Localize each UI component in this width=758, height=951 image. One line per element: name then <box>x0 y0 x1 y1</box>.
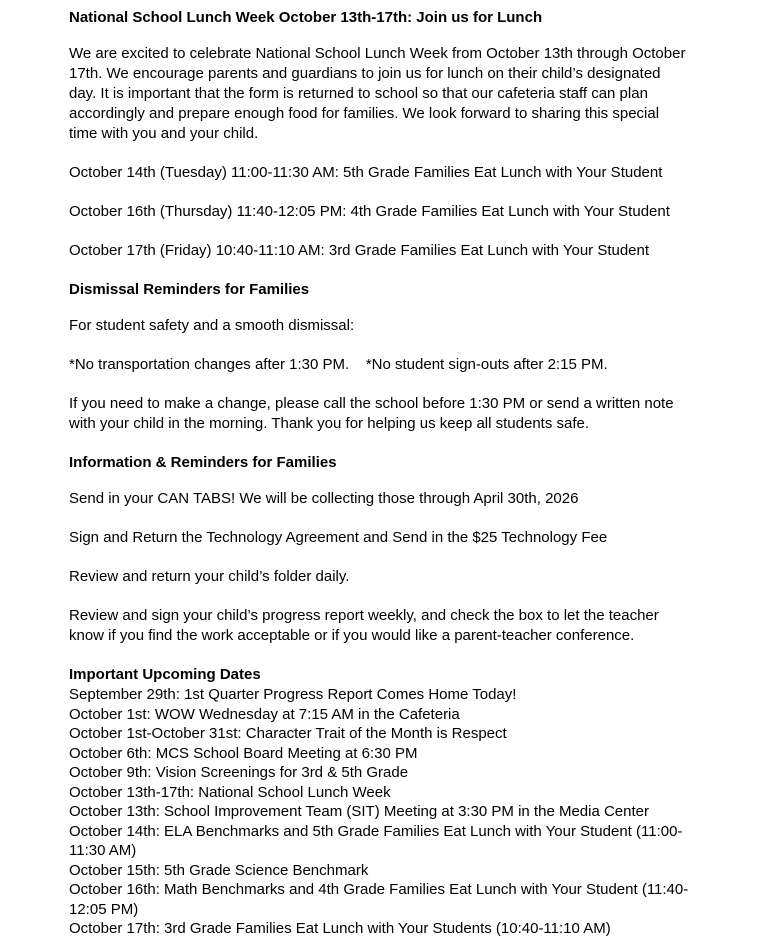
upcoming-date-item: October 1st: WOW Wednesday at 7:15 AM in the Cafeteria <box>69 705 460 723</box>
upcoming-date-item: October 16th: Math Benchmarks and 4th Grade Families Eat Lunch with Your Student (11:40-12:05 PM) <box>69 881 689 918</box>
upcoming-date-item: October 9th: Vision Screenings for 3rd & 5th Grade <box>69 764 409 781</box>
lunch-schedule-line: October 16th (Thursday) 11:40-12:05 PM: 4th Grade Families Eat Lunch with Your Student <box>69 203 670 220</box>
upcoming-dates-list <box>69 685 690 939</box>
lunch-week-heading: National School Lunch Week October 13th-17th: Join us for Lunch <box>69 9 543 26</box>
dismissal-line: If you need to make a change, please call the school before 1:30 PM or send a written note with your child in the morning. Thank you for helping us keep all students safe. <box>69 395 674 432</box>
upcoming-date-item: October 1st-October 31st: Character Trait of the Month is Respect <box>69 725 507 742</box>
upcoming-date-item: September 29th: 1st Quarter Progress Report Comes Home Today! <box>69 686 517 703</box>
upcoming-date-item: October 13th: School Improvement Team (SIT) Meeting at 3:30 PM in the Media Center <box>69 803 649 820</box>
upcoming-date-item: October 14th: ELA Benchmarks and 5th Grade Families Eat Lunch with Your Student (11:00-11:30 AM) <box>69 822 683 859</box>
upcoming-date-item: October 6th: MCS School Board Meeting at 6:30 PM <box>69 744 418 762</box>
dismissal-heading: Dismissal Reminders for Families <box>69 281 310 298</box>
upcoming-date-item: October 17th: 3rd Grade Families Eat Lunch with Your Students (10:40-11:10 AM) <box>69 920 611 937</box>
info-heading: Information & Reminders for Families <box>69 454 337 471</box>
upcoming-date-item: October 13th-17th: National School Lunch Week <box>69 783 391 801</box>
info-line: Send in your CAN TABS! We will be collecting those through April 30th, 2026 <box>69 490 579 507</box>
lunch-schedule-line: October 14th (Tuesday) 11:00-11:30 AM: 5th Grade Families Eat Lunch with Your Student <box>69 164 663 181</box>
dismissal-line: *No transportation changes after 1:30 PM. *No student sign-outs after 2:15 PM. <box>69 356 608 373</box>
lunch-schedule-line: October 17th (Friday) 10:40-11:10 AM: 3rd Grade Families Eat Lunch with Your Student <box>69 242 650 259</box>
info-line: Sign and Return the Technology Agreement and Send in the $25 Technology Fee <box>69 529 608 546</box>
upcoming-dates-heading: Important Upcoming Dates <box>69 666 261 683</box>
upcoming-date-item: October 15th: 5th Grade Science Benchmark <box>69 861 369 879</box>
dismissal-line: For student safety and a smooth dismissal: <box>69 317 355 334</box>
info-line: Review and sign your child’s progress report weekly, and check the box to let the teacher know if you find the work acceptable or if you would like a parent-teacher conference. <box>69 607 659 644</box>
info-line: Review and return your child’s folder daily. <box>69 568 350 585</box>
lunch-week-intro: We are excited to celebrate National School Lunch Week from October 13th through October 17th. We encourage parents and guardians to join us for lunch on their child’s designated day. It is important that the form is returned to school so that our cafeteria staff can plan accordingly and prepare enough food for families. We look forward to sharing this special time with you and your child. <box>69 45 686 142</box>
